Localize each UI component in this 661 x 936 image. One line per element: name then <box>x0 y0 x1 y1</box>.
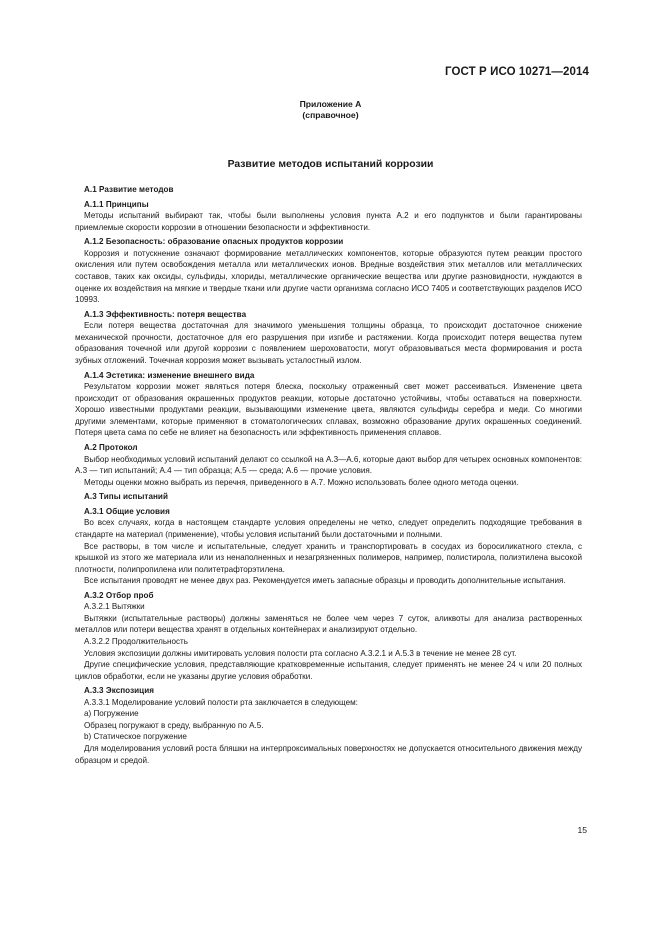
section-heading-a2: А.2 Протокол <box>84 442 138 452</box>
paragraph-a1-4: Результатом коррозии может являться потеря блеска, поскольку отраженный свет может рассеиваться. Изменение цвета происходит от образования окрашенных продуктов реакции, которые достаточно устойчивы, чтобы оставаться на поверхности. Хорошо известными продуктами реакции, вызывающими изменение цвета, являются сульфиды серебра и меди. Со многими другими элементами, которые применяют в стоматологических сплавах, возможно образование других окрашенных соединений. Потеря цвета сама по себе не влияет на безопасность или эффективность применения сплавов. <box>75 382 582 438</box>
annex-heading <box>0 99 661 121</box>
section-heading-a3-3: А.3.3 Экспозиция <box>84 686 154 696</box>
section-heading-a3: А.3 Типы испытаний <box>84 492 168 502</box>
paragraph-item-b: Для моделирования условий роста бляшки на интерпроксимальных поверхностях не допускается относительного движения между образцом и средой. <box>75 744 582 765</box>
paragraph-a3-1-3: Все испытания проводят не менее двух раз. Рекомендуется иметь запасные образцы и проводить дополнительные испытания. <box>84 576 566 586</box>
subsection-heading-a3-2-1: А.3.2.1 Вытяжки <box>84 602 145 612</box>
section-heading-a3-1: А.3.1 Общие условия <box>84 506 170 516</box>
list-item-b: b) Статическое погружение <box>84 732 187 742</box>
paragraph-a3-2-1: Вытяжки (испытательные растворы) должны заменяться не более чем через 7 суток, аликвоты для анализа растворенных металлов или потери вещества хранят в отдельных контейнерах и анализируют отдельно. <box>75 613 582 635</box>
paragraph-item-a: Образец погружают в среду, выбранную по А.5. <box>84 720 264 730</box>
paragraph-a2-1: Выбор необходимых условий испытаний делают со ссылкой на А.3—А.6, которые дают выбор для четырех основных компонентов: А.3 — тип испытаний; А.4 — тип образца; А.5 — среда; А.6 — прочие условия. <box>75 454 582 476</box>
section-heading-a3-2: А.3.2 Отбор проб <box>84 590 154 600</box>
annex-type: (справочное) <box>302 110 359 120</box>
paragraph-a3-2-2-2: Другие специфические условия, представляющие кратковременные испытания, следует применять не менее 24 ч или 20 полных циклов обработки, если не указаны другие условия обработки. <box>75 660 582 681</box>
paragraph-a1-3: Если потеря вещества достаточная для значимого уменьшения толщины образца, то происходит достаточное снижение механической прочности, достаточное для его разрушения при изгибе и растяжении. Когда происходит потеря вещества путем образования точечной или другой коррозии с появлением шероховатости, могут образовываться места формирования и роста зубных отложений. Точечная коррозия может вызывать усталостный излом. <box>75 321 582 365</box>
section-heading-a1-4: А.1.4 Эстетика: изменение внешнего вида <box>84 370 255 380</box>
list-item-a: а) Погружение <box>84 709 139 719</box>
page-number: 15 <box>577 825 587 835</box>
paragraph-a2-2: Методы оценки можно выбрать из перечня, приведенного в А.7. Можно использовать более одного метода оценки. <box>84 477 519 487</box>
subsection-heading-a3-2-2: А.3.2.2 Продолжительность <box>84 636 188 646</box>
subsection-heading-a3-3-1: А.3.3.1 Моделирование условий полости рта заключается в следующем: <box>84 697 358 707</box>
paragraph-a3-2-2-1: Условия экспозиции должны имитировать условия полости рта согласно А.3.2.1 и А.5.3 в течение не менее 28 сут. <box>84 648 517 658</box>
section-heading-a1: А.1 Развитие методов <box>84 185 174 194</box>
paragraph-a1-1: Методы испытаний выбирают так, чтобы были выполнены условия пункта А.2 и его подпунктов и были гарантированы приемлемые скорости коррозии в отношении безопасности и эффективности. <box>75 211 582 232</box>
document-id: ГОСТ Р ИСО 10271—2014 <box>444 66 589 78</box>
paragraph-a3-1-1: Во всех случаях, когда в настоящем стандарте условия определены не четко, следует определить подходящие требования в стандарте на материал (применение), чтобы условия испытаний были достаточными и полными. <box>75 518 582 539</box>
section-heading-a1-1: А.1.1 Принципы <box>84 199 149 209</box>
annex-label: Приложение А <box>299 99 362 109</box>
document-body <box>75 184 582 766</box>
section-heading-a1-2: А.1.2 Безопасность: образование опасных продуктов коррозии <box>84 237 344 247</box>
paragraph-a3-1-2: Все растворы, в том числе и испытательные, следует хранить и транспортировать в сосудах из боросиликатного стекла, с крышкой из этого же материала или из ненаполненных и незагрязненных полимеров, например, полистирола, полиэтилена высокой плотности, полипропилена или политетрафторэтилена. <box>75 541 582 574</box>
paragraph-a1-2: Коррозия и потускнение означают формирование металлических компонентов, которые образуются путем реакции простого окисления или путем освобождения металла или металлических ионов. Вредные воздействия этих металлов или металлических составов, таких как оксиды, сульфиды, хлориды, металлические органические вещества или другие разновидности, нуждаются в оценке их воздействия на мягкие и твердые ткани или другие части организма согласно ИСО 7405 и соответствующих разделов ИСО 10993. <box>75 248 582 305</box>
section-heading-a1-3: А.1.3 Эффективность: потеря вещества <box>84 309 247 319</box>
page-title: Развитие методов испытаний коррозии <box>227 159 434 170</box>
